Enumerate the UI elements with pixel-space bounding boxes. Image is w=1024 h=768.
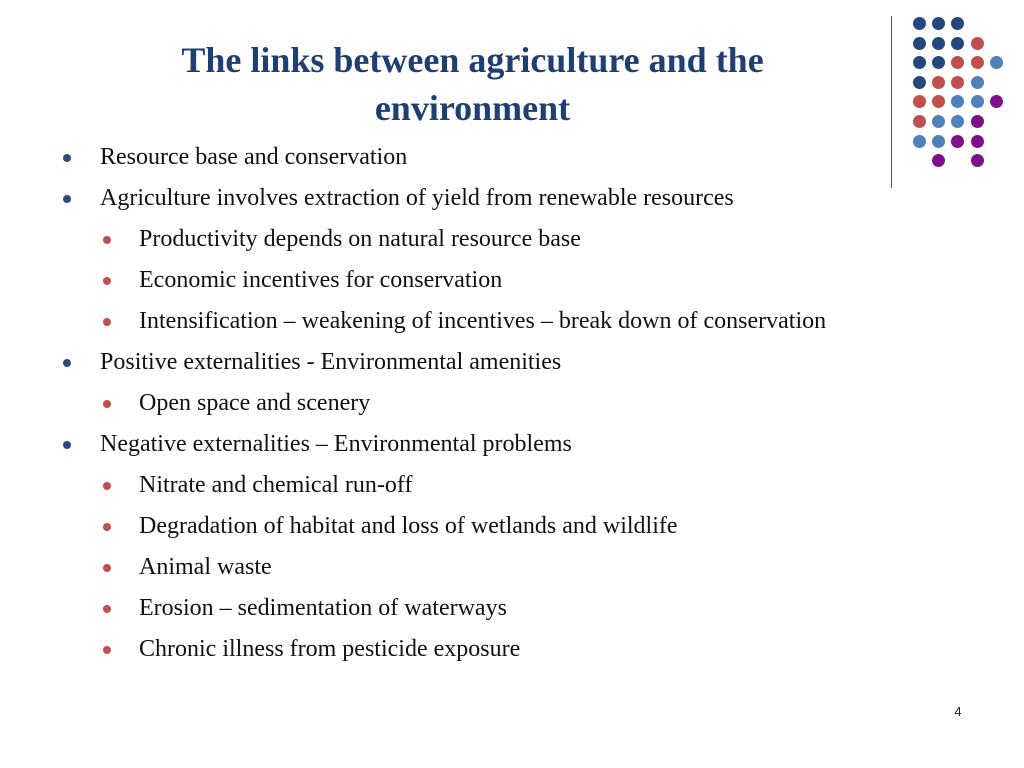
decorative-dot (971, 76, 984, 89)
bullet-item (0, 137, 1024, 178)
bullet-text: Intensification – weakening of incentives – break down of conservation (139, 308, 827, 334)
decorative-dot (932, 115, 945, 128)
decorative-dot (932, 56, 945, 69)
sub-bullet-item (0, 301, 1024, 342)
decorative-dot (971, 37, 984, 50)
bullet-dot-icon (103, 236, 111, 244)
bullet-dot-icon (63, 441, 71, 449)
bullet-text: Chronic illness from pesticide exposure (139, 636, 521, 662)
decorative-dot (932, 17, 945, 30)
bullet-text: Open space and scenery (139, 390, 371, 416)
decorative-dot (932, 95, 945, 108)
bullet-dot-icon (103, 564, 111, 572)
bullet-dot-icon (103, 400, 111, 408)
sub-bullet-item (0, 629, 1024, 670)
bullet-text: Productivity depends on natural resource base (139, 226, 581, 252)
decorative-dot (913, 37, 926, 50)
bullet-text: Animal waste (139, 554, 272, 580)
bullet-dot-icon (103, 605, 111, 613)
decorative-dot (913, 17, 926, 30)
bullet-item (0, 424, 1024, 465)
bullet-dot-icon (103, 482, 111, 490)
sub-bullet-item (0, 383, 1024, 424)
decorative-dot (932, 76, 945, 89)
decorative-dot (951, 95, 964, 108)
bullet-text: Positive externalities - Environmental amenities (100, 349, 562, 375)
sub-bullet-item (0, 547, 1024, 588)
decorative-dot (951, 17, 964, 30)
decorative-dot (913, 115, 926, 128)
bullet-dot-icon (103, 523, 111, 531)
decorative-dot (971, 95, 984, 108)
bullet-dot-icon (103, 277, 111, 285)
sub-bullet-item (0, 506, 1024, 547)
decorative-dot (932, 37, 945, 50)
decorative-dot (951, 37, 964, 50)
bullet-text: Economic incentives for conservation (139, 267, 503, 293)
bullet-dot-icon (63, 154, 71, 162)
bullet-item (0, 342, 1024, 383)
decorative-dot (951, 115, 964, 128)
slide-title-line-2: environment (374, 88, 571, 128)
sub-bullet-item (0, 465, 1024, 506)
bullet-text: Negative externalities – Environmental problems (100, 431, 572, 457)
decorative-dot (913, 56, 926, 69)
bullet-text: Nitrate and chemical run-off (139, 472, 413, 498)
sub-bullet-item (0, 588, 1024, 629)
decorative-dot (971, 56, 984, 69)
sub-bullet-item (0, 219, 1024, 260)
page-number: 4 (954, 704, 962, 719)
decorative-dot (990, 56, 1003, 69)
decorative-dot (990, 95, 1003, 108)
decorative-dot (913, 95, 926, 108)
decorative-dot (951, 76, 964, 89)
slide-title-line-1: The links between agriculture and the (181, 40, 764, 80)
bullet-dot-icon (103, 318, 111, 326)
decorative-dot (913, 76, 926, 89)
decorative-dot (971, 115, 984, 128)
bullet-dot-icon (63, 359, 71, 367)
bullet-text: Resource base and conservation (100, 144, 408, 170)
bullet-item (0, 178, 1024, 219)
decorative-dot (951, 56, 964, 69)
bullet-list (0, 137, 1024, 670)
bullet-text: Erosion – sedimentation of waterways (139, 595, 507, 621)
bullet-text: Degradation of habitat and loss of wetlands and wildlife (139, 513, 678, 539)
bullet-text: Agriculture involves extraction of yield from renewable resources (100, 185, 734, 211)
bullet-dot-icon (103, 646, 111, 654)
sub-bullet-item (0, 260, 1024, 301)
bullet-dot-icon (63, 195, 71, 203)
